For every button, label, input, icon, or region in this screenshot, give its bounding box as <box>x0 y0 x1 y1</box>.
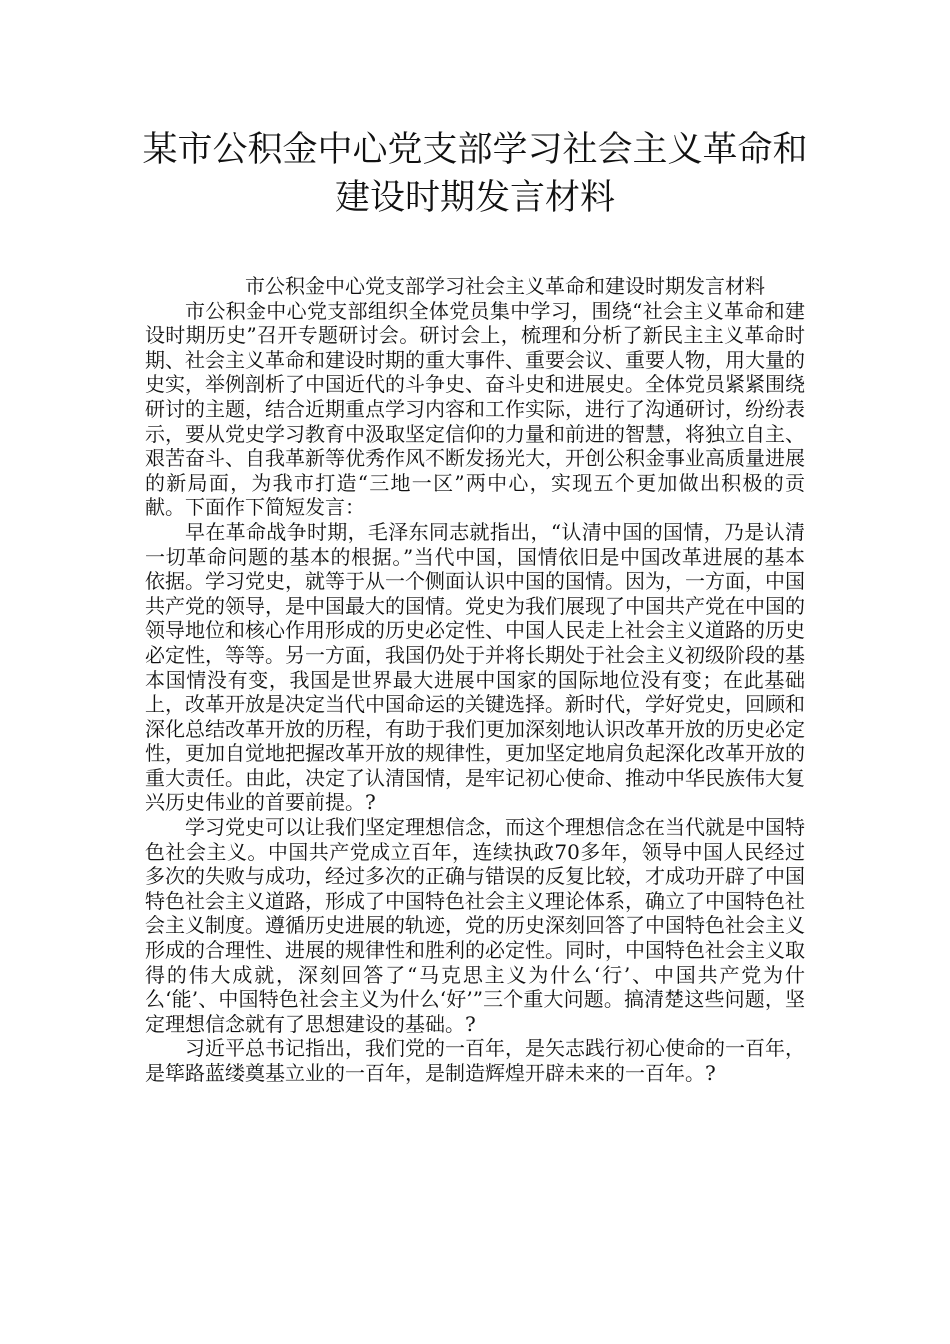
document-subtitle: 市公积金中心党支部学习社会主义革命和建设时期发言材料 <box>245 274 765 298</box>
document-body <box>145 274 805 1086</box>
paragraph-intro: 市公积金中心党支部组织全体党员集中学习，围绕“社会主义革命和建设时期历史”召开专题研讨会。研讨会上，梳理和分析了新民主主义革命时期、社会主义革命和建设时期的重大事件、重要会议、重要人物，用大量的史实，举例剖析了中国近代的斗争史、奋斗史和进展史。全体党员紧紧围绕研讨的主题，结合近期重点学习内容和工作实际，进行了沟通研讨，纷纷表示，要从党史学习教育中汲取坚定信仰的力量和前进的智慧，将独立自主、艰苦奋斗、自我革新等优秀作风不断发扬光大，开创公积金事业高质量进展的新局面，为我市打造“三地一区”两中心，实现五个更加做出积极的贡献。下面作下简短发言： <box>145 298 805 520</box>
document-title: 某市公积金中心党支部学习社会主义革命和建设时期发言材料 <box>142 130 808 218</box>
paragraph-centenary: 习近平总书记指出，我们党的一百年，是矢志践行初心使命的一百年，是筚路蓝缕奠基立业的一百年，是制造辉煌开辟未来的一百年。? <box>145 1036 805 1085</box>
paragraph-ideals-belief: 学习党史可以让我们坚定理想信念，而这个理想信念在当代就是中国特色社会主义。中国共产党成立百年，连续执政70多年，领导中国人民经过多次的失败与成功，经过多次的正确与错误的反复比较，才成功开辟了中国特色社会主义道路，形成了中国特色社会主义理论体系，确立了中国特色社会主义制度。遵循历史进展的轨迹，党的历史深刻回答了中国特色社会主义形成的合理性、进展的规律性和胜利的必定性。同时，中国特色社会主义取得的伟大成就，深刻回答了“马克思主义为什么‘行’、中国共产党为什么‘能’、中国特色社会主义为什么‘好’”三个重大问题。搞清楚这些问题，坚定理想信念就有了思想建设的基础。? <box>145 815 805 1036</box>
paragraph-national-conditions: 早在革命战争时期，毛泽东同志就指出，“认清中国的国情，乃是认清一切革命问题的基本的根据。”当代中国，国情依旧是中国改革进展的基本依据。学习党史，就等于从一个侧面认识中国的国情。因为，一方面，中国共产党的领导，是中国最大的国情。党史为我们展现了中国共产党在中国的领导地位和核心作用形成的历史必定性、中国人民走上社会主义道路的历史必定性，等等。另一方面，我国仍处于并将长期处于社会主义初级阶段的基本国情没有变，我国是世界最大进展中国家的国际地位没有变；在此基础上，改革开放是决定当代中国命运的关键选择。新时代，学好党史，回顾和深化总结改革开放的历程，有助于我们更加深刻地认识改革开放的历史必定性，更加自觉地把握改革开放的规律性，更加坚定地肩负起深化改革开放的重大责任。由此，决定了认清国情，是牢记初心使命、推动中华民族伟大复兴历史伟业的首要前提。? <box>145 519 805 815</box>
